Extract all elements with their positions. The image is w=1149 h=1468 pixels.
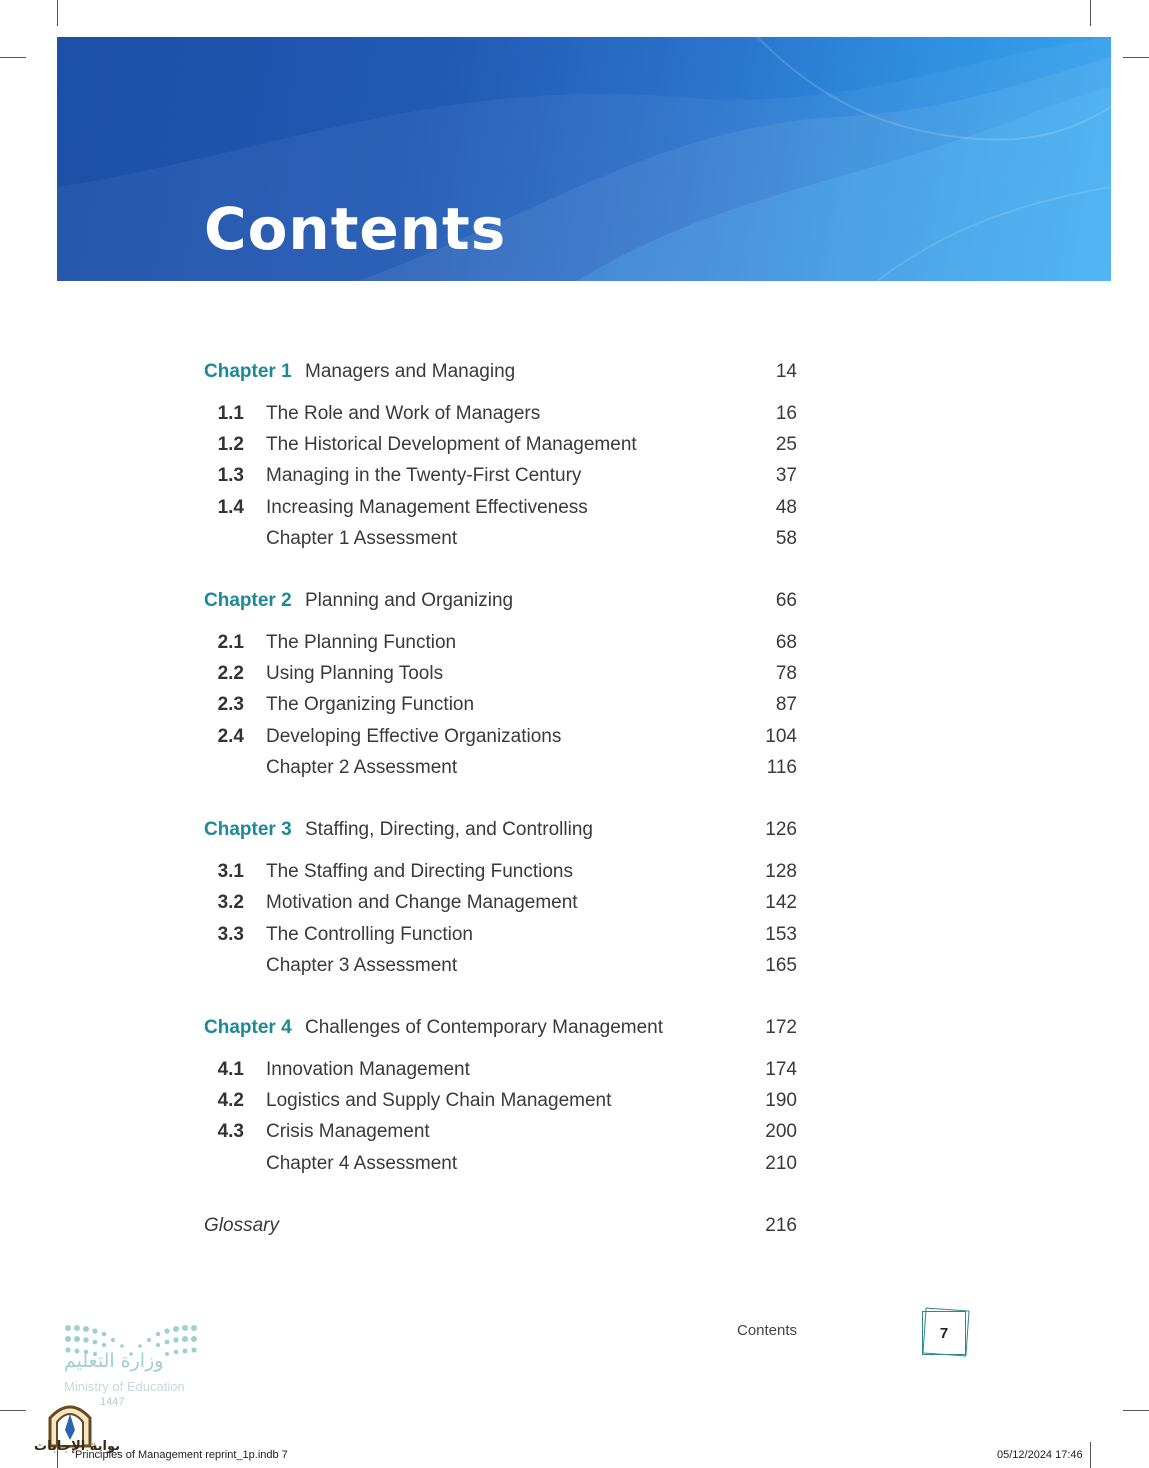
toc-chapter-row[interactable] (0, 358, 1149, 386)
section-title: Increasing Management Effectiveness (266, 497, 588, 518)
page-number: 37 (775, 465, 797, 486)
chapter-title: Staffing, Directing, and Controlling (305, 819, 593, 840)
toc-section-row[interactable] (0, 889, 1149, 917)
page-number: 200 (765, 1121, 797, 1142)
section-title: The Controlling Function (266, 924, 473, 945)
chapter-label: Chapter 2 (204, 590, 292, 611)
section-number: 1.1 (217, 403, 244, 424)
toc-glossary-row[interactable] (0, 1212, 1149, 1240)
ministry-name-english: Ministry of Education (64, 1379, 185, 1394)
toc-section-row[interactable] (0, 691, 1149, 719)
assessment-title: Chapter 1 Assessment (266, 528, 458, 549)
section-title: The Historical Development of Management (266, 434, 637, 455)
toc-section-row[interactable] (0, 921, 1149, 949)
section-number: 2.1 (217, 632, 244, 653)
section-number: 4.2 (217, 1090, 244, 1111)
crop-mark (1123, 57, 1149, 58)
chapter-label: Chapter 4 (204, 1017, 292, 1038)
toc-section-row[interactable] (0, 858, 1149, 886)
toc-section-row[interactable] (0, 660, 1149, 688)
toc-section-row[interactable] (0, 629, 1149, 657)
section-number: 1.2 (217, 434, 244, 455)
page-number: 48 (775, 497, 797, 518)
toc-section-row[interactable] (0, 1087, 1149, 1115)
toc-section-row[interactable] (0, 1118, 1149, 1146)
section-title: Innovation Management (266, 1059, 470, 1080)
toc-assessment-row[interactable] (0, 525, 1149, 553)
crop-mark (0, 57, 26, 58)
section-title: Using Planning Tools (266, 663, 444, 684)
page-number: 25 (775, 434, 797, 455)
section-title: Crisis Management (266, 1121, 430, 1142)
toc-section-row[interactable] (0, 723, 1149, 751)
page-number: 210 (765, 1153, 797, 1174)
section-number: 3.1 (217, 861, 244, 882)
toc-section-row[interactable] (0, 431, 1149, 459)
page-number: 78 (775, 663, 797, 684)
page-number: 153 (765, 924, 797, 945)
page-number: 128 (765, 861, 797, 882)
crop-mark (1123, 1410, 1149, 1411)
page-number: 66 (775, 590, 797, 611)
section-title: Developing Effective Organizations (266, 726, 562, 747)
page-number: 116 (766, 757, 797, 778)
section-number: 1.3 (217, 465, 244, 486)
page-number-box: 7 (922, 1311, 966, 1355)
toc-assessment-row[interactable] (0, 952, 1149, 980)
section-number: 4.1 (217, 1059, 244, 1080)
crop-mark (1090, 0, 1091, 26)
section-number: 3.2 (217, 892, 244, 913)
toc-section-row[interactable] (0, 494, 1149, 522)
ministry-year: 1447 (100, 1396, 125, 1408)
section-title: The Planning Function (266, 632, 457, 653)
page-number: 58 (775, 528, 797, 549)
toc-chapter-row[interactable] (0, 816, 1149, 844)
chapter-label: Chapter 3 (204, 819, 292, 840)
section-title: The Organizing Function (266, 694, 475, 715)
section-number: 3.3 (217, 924, 244, 945)
section-title: Logistics and Supply Chain Management (266, 1090, 612, 1111)
portal-name: بوابة الإجابات (34, 1439, 120, 1454)
section-title: Managing in the Twenty-First Century (266, 465, 582, 486)
page-number: 190 (765, 1090, 797, 1111)
toc-section-row[interactable] (0, 1056, 1149, 1084)
crop-mark (0, 1410, 26, 1411)
toc-section-row[interactable] (0, 400, 1149, 428)
chapter-label: Chapter 1 (204, 361, 292, 382)
page-title: Contents (204, 195, 507, 263)
section-number: 2.3 (217, 694, 244, 715)
assessment-title: Chapter 2 Assessment (266, 757, 458, 778)
toc-chapter-row[interactable] (0, 1014, 1149, 1042)
section-number: 1.4 (217, 497, 244, 518)
assessment-title: Chapter 4 Assessment (266, 1153, 458, 1174)
crop-mark (1090, 1442, 1091, 1468)
section-title: Motivation and Change Management (266, 892, 578, 913)
header-banner (57, 37, 1111, 281)
toc-assessment-row[interactable] (0, 1150, 1149, 1178)
chapter-title: Planning and Organizing (305, 590, 514, 611)
chapter-title: Managers and Managing (305, 361, 516, 382)
page-number: 87 (775, 694, 797, 715)
section-number: 2.4 (217, 726, 244, 747)
toc-assessment-row[interactable] (0, 754, 1149, 782)
print-slug-file: Principles of Management reprint_1p.indb 7 (75, 1449, 288, 1461)
page-number: 165 (765, 955, 797, 976)
page-number: 216 (765, 1215, 797, 1236)
toc-chapter-row[interactable] (0, 587, 1149, 615)
crop-mark (57, 0, 58, 26)
ministry-name-arabic: وزارة التعليم (64, 1350, 164, 1372)
section-number: 4.3 (217, 1121, 244, 1142)
page-number: 16 (775, 403, 797, 424)
toc-section-row[interactable] (0, 462, 1149, 490)
glossary-title: Glossary (204, 1215, 279, 1236)
footer-section-label: Contents (737, 1322, 798, 1339)
assessment-title: Chapter 3 Assessment (266, 955, 458, 976)
section-number: 2.2 (217, 663, 244, 684)
print-slug-date: 05/12/2024 17:46 (997, 1449, 1083, 1461)
page-number: 14 (775, 361, 797, 382)
page-number: 174 (765, 1059, 797, 1080)
page-number: 172 (765, 1017, 797, 1038)
page-number: 126 (765, 819, 797, 840)
page-number: 142 (765, 892, 797, 913)
chapter-title: Challenges of Contemporary Management (305, 1017, 664, 1038)
page-number: 104 (765, 726, 797, 747)
section-title: The Staffing and Directing Functions (266, 861, 573, 882)
section-title: The Role and Work of Managers (266, 403, 541, 424)
page-number: 68 (775, 632, 797, 653)
